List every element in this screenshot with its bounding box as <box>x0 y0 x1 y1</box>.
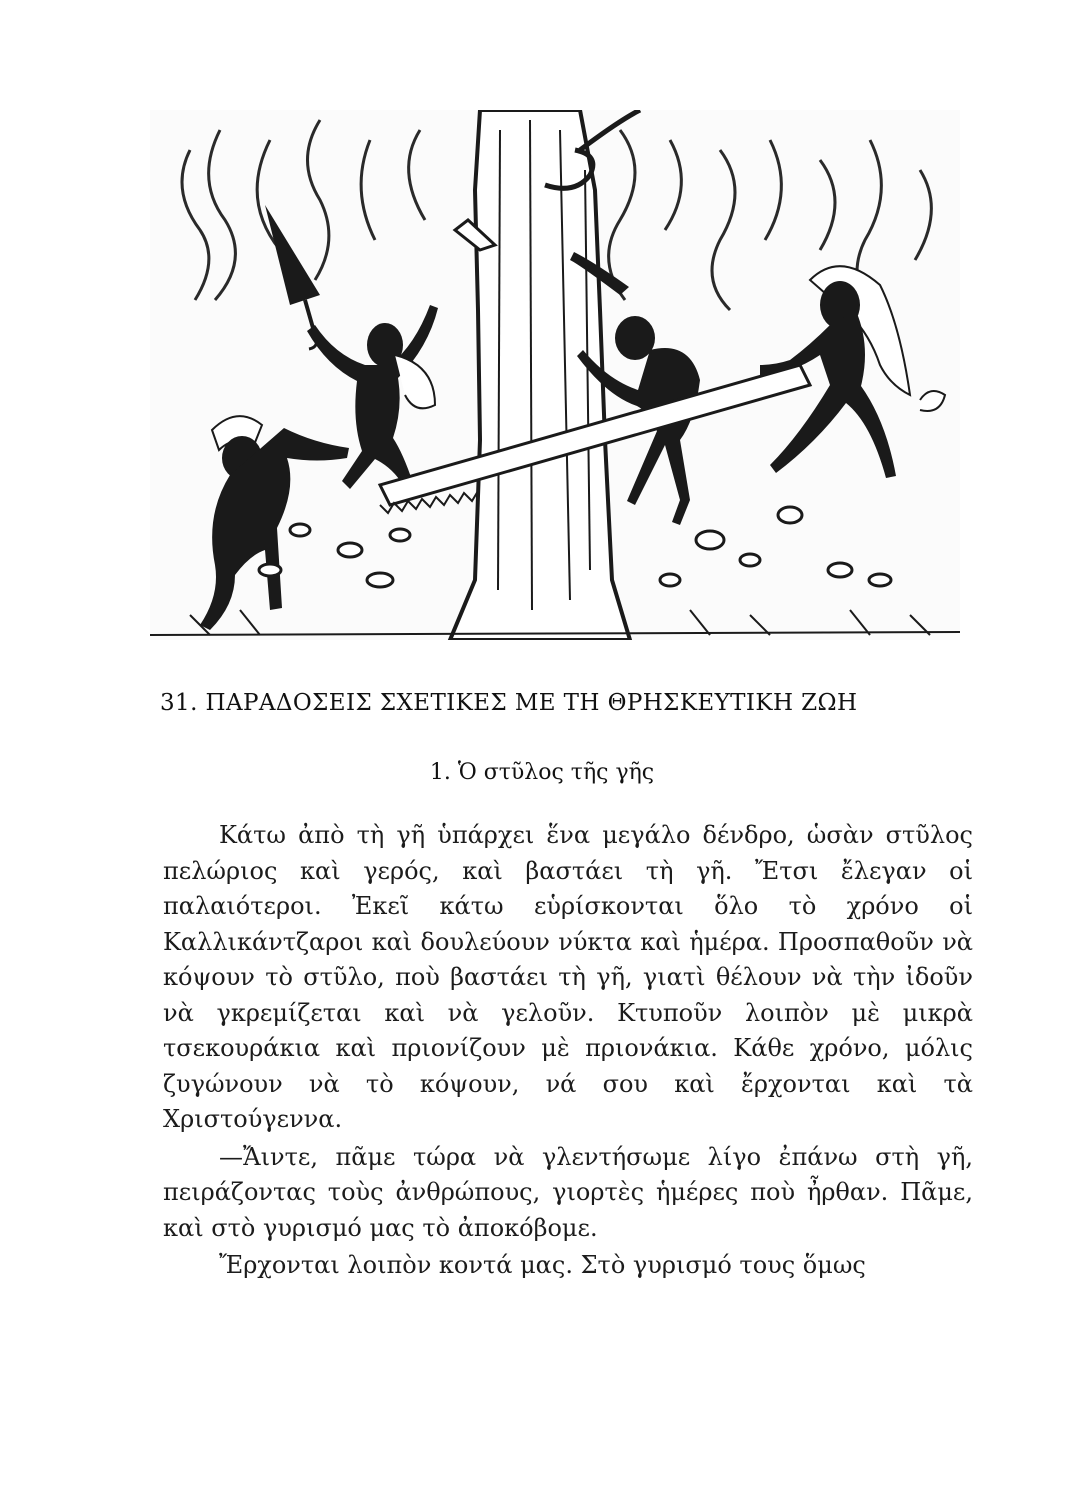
section-title: 1. Ὁ στῦλος τῆς γῆς <box>429 760 655 785</box>
chapter-title: 31. ΠΑΡΑΔΟΣΕΙΣ ΣΧΕΤΙΚΕΣ ΜΕ ΤΗ ΘΡΗΣΚΕΥΤΙΚΗ ΖΩΗ <box>160 690 858 716</box>
paragraph: Ἔρχονται λοιπὸν κοντά μας. Στὸ γυρισμό τους ὅμως <box>219 1251 866 1279</box>
kallikantzaroi-illustration <box>150 110 960 640</box>
tree-saw-drawing <box>150 110 960 640</box>
umbrella-icon <box>265 205 320 349</box>
goblin-left-front <box>200 416 349 630</box>
body-text <box>163 818 973 1284</box>
paragraph: —Ἄιντε, πᾶμε τώρα νὰ γλεντήσωμε λίγο ἐπάνω στὴ γῆ, πειράζοντας τοὺς ἀνθρώπους, γιορτὲς ἡμέρες ποὺ ἦρθαν. Πᾶμε, καὶ στὸ γυρισμό μας τὸ ἀποκόβομε. <box>163 1142 973 1242</box>
paragraph: Κάτω ἀπὸ τὴ γῆ ὑπάρχει ἕνα μεγάλο δένδρο, ὡσὰν στῦλος πελώριος καὶ γερός, καὶ βαστάει τὴ γῆ. Ἔτσι ἔλεγαν οἱ παλαιότεροι. Ἐκεῖ κάτω εὑρίσκονται ὅλο τὸ χρόνο οἱ Καλλικάντζαροι καὶ δουλεύουν νύκτα καὶ ἡμέρα. Προσπαθοῦν νὰ κόψουν τὸ στῦλο, ποὺ βαστάει τὴ γῆ, γιατὶ θέλουν νὰ τὴν ἰδοῦν νὰ γκρεμίζεται καὶ νὰ γελοῦν. Κτυποῦν λοιπὸν μὲ μικρὰ τσεκουράκια καὶ πριονίζουν μὲ πριονάκια. Κάθε χρόνο, μόλις ζυγώνουν νὰ τὸ κόψουν, νά σου καὶ ἔρχονται καὶ τὰ Χριστούγεννα. <box>163 821 973 1133</box>
goblin-left-back <box>307 305 438 489</box>
